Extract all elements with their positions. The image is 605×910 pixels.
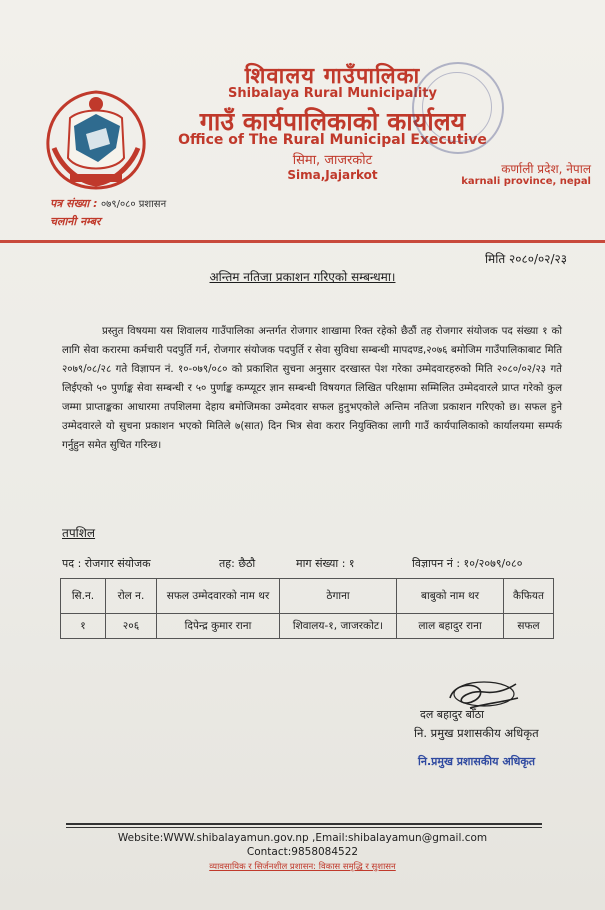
signatory-stamp: नि.प्रमुख प्रशासकीय अधिकृत <box>418 755 536 768</box>
col-serial: सि.न. <box>61 579 106 614</box>
reference-value: ०७९/०८० प्रशासन <box>100 199 167 210</box>
col-father-name: बाबुको नाम थर <box>397 579 504 614</box>
municipality-name-ne: शिवालय गाउँपालिका <box>244 64 421 89</box>
footer-website-email: Website:WWW.shibalayamun.gov.np ,Email:shibalayamun@gmail.com <box>117 832 488 844</box>
cell-father-name: लाल बहादुर राना <box>397 614 504 639</box>
footer-contact: Contact:9858084522 <box>246 846 359 858</box>
annex-title: तपशिल <box>62 526 96 540</box>
table-header-row <box>61 579 554 614</box>
place-ne: सिमा, जाजरकोट <box>292 153 373 168</box>
footer-divider <box>66 823 542 825</box>
footer-slogan: व्यावसायिक र सिर्जनशील प्रशासन: विकास समृद्धि र सुशासन <box>209 862 396 872</box>
advertisement-number: विज्ञापन नं : १०/२०७९/०८० <box>412 557 523 570</box>
result-table <box>60 578 554 639</box>
footer-divider-thin <box>66 827 542 828</box>
cell-address: शिवालय-१, जाजरकोट। <box>280 614 397 639</box>
post-name: पद : रोजगार संयोजक <box>62 557 151 570</box>
demand-count: माग संख्या : १ <box>296 557 355 570</box>
reference-label: पत्र संख्या : <box>50 197 98 210</box>
post-level: तह: छैठौ <box>219 557 256 570</box>
header-divider <box>0 240 605 243</box>
cell-roll: २०६ <box>106 614 157 639</box>
place-en: Sima,Jajarkot <box>287 168 378 182</box>
letter-subject: अन्तिम नतिजा प्रकाशन गरिएको सम्बन्धमा। <box>209 270 396 284</box>
province-ne: कर्णाली प्रदेश, नेपाल <box>501 162 591 176</box>
cell-remarks: सफल <box>504 614 554 639</box>
col-candidate-name: सफल उम्मेदवारको नाम थर <box>157 579 280 614</box>
table-row <box>61 614 554 639</box>
signatory-name: दल बहादुर बोँठा <box>420 708 484 721</box>
municipality-name-en: Shibalaya Rural Municipality <box>228 86 437 101</box>
col-address: ठेगाना <box>280 579 397 614</box>
office-seal-icon <box>412 62 504 154</box>
cell-candidate-name: दिपेन्द्र कुमार राना <box>157 614 280 639</box>
signatory-title: नि. प्रमुख प्रशासकीय अधिकृत <box>414 726 539 740</box>
letter-date: मिति २०८०/०२/२३ <box>484 252 567 266</box>
dispatch-number-label: चलानी नम्बर <box>50 215 101 228</box>
letter-body: प्रस्तुत विषयमा यस शिवालय गाउँपालिका अन्तर्गत रोजगार शाखामा रिक्त रहेको छैठौं तह रोजगार संयोजक पद संख्या १ को लागि सेवा करारमा कर्मचारी पदपुर्ति गर्न, रोजगार संयोजक पदपुर्ति र सेवा सुविधा सम्बन्धी मापदण्ड,२०७६ बमोजिम गाउँपालिकाबाट मिति २०७९/०८/२८ गते विज्ञापन नं. १०-०७९/०८० को प्रकाशित सुचना अनुसार दरखास्त पेश गरेका उम्मेदवारहरुको मिति २०८०/०२/२३ गते लिईएको ५० पुर्णाङ्क सेवा सम्बन्धी र ५० पुर्णाङ्क कम्प्यूटर ज्ञान सम्बन्धी विषयगत लिखित परिक्षामा सम्मिलित उम्मेदवारले प्राप्त गरेको कुल जम्मा प्राप्ताङ्कका आधारमा तपशिलमा देहाय बमोजिमका उम्मेदवार सफल हुनुभएकोले अन्तिम नतिजा प्रकाशन गरिएको छ। सफल हुने उम्मेदवारले यो सुचना प्रकाशन भएको मितिले ७(सात) दिन भित्र सेवा करार नियुक्तिका लागी गाउँ कार्यपालिकाको कार्यालयमा सम्पर्क गर्नुहुन समेत सुचित गरिन्छ। <box>62 326 562 451</box>
col-remarks: कैफियत <box>504 579 554 614</box>
cell-serial: १ <box>61 614 106 639</box>
reference-number <box>50 196 166 211</box>
province-en: karnali province, nepal <box>461 176 591 187</box>
office-name-en: Office of The Rural Municipal Executive <box>178 132 487 148</box>
office-name-ne: गाउँ कार्यपालिकाको कार्यालय <box>199 107 466 136</box>
col-roll: रोल न. <box>106 579 157 614</box>
